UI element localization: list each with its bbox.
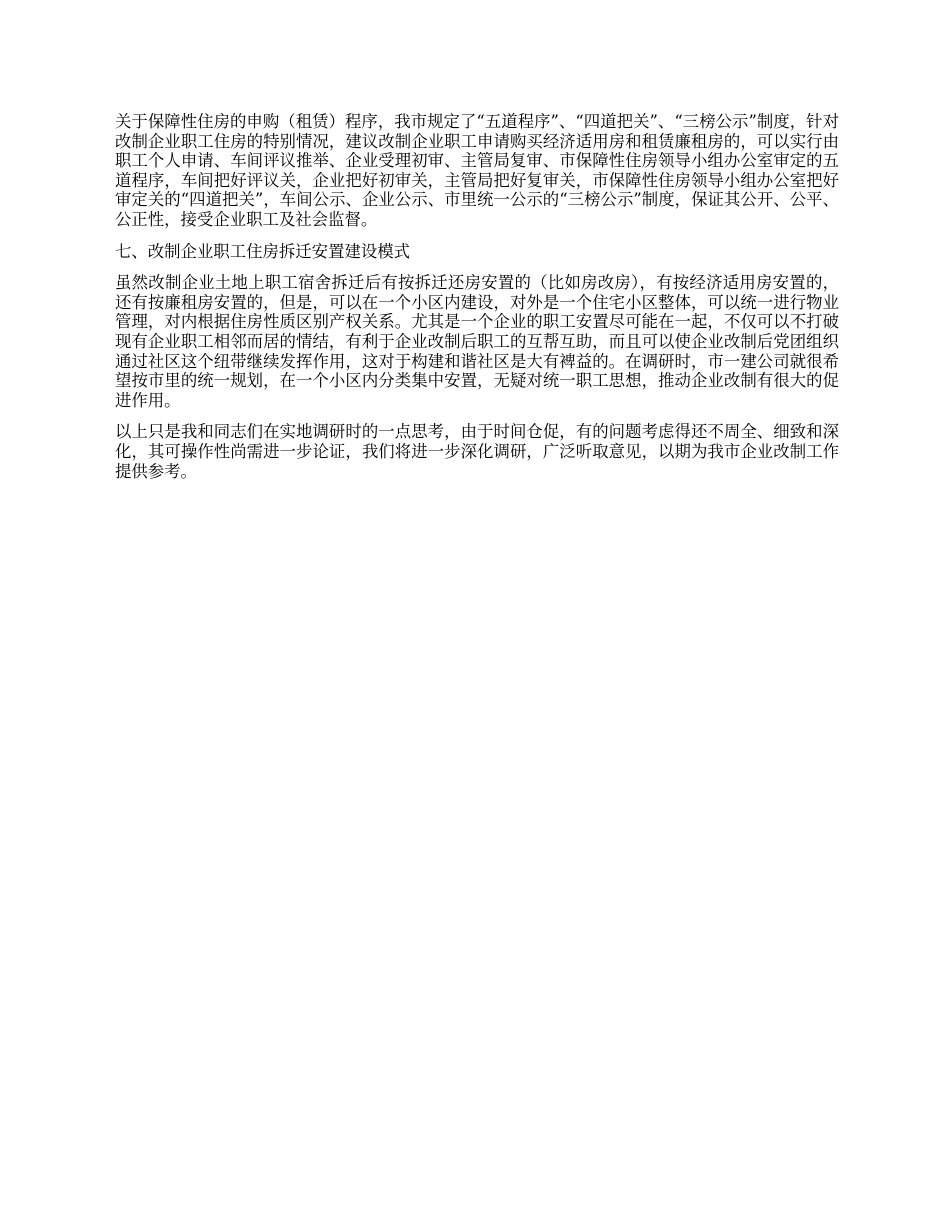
document-body — [115, 112, 839, 493]
paragraph-conclusion: 以上只是我和同志们在实地调研时的一点思考，由于时间仓促，有的问题考虑得还不周全、细致和深化，其可操作性尚需进一步论证，我们将进一步深化调研，广泛听取意见，以期为我市企业改制工作提供参考。 — [115, 422, 839, 481]
paragraph-purchase-procedure: 关于保障性住房的申购（租赁）程序，我市规定了“五道程序”、“四道把关”、“三榜公示”制度，针对改制企业职工住房的特别情况，建议改制企业职工申请购买经济适用房和租赁廉租房的，可以实行由职工个人申请、车间评议推举、企业受理初审、主管局复审、市保障性住房领导小组办公室审定的五道程序，车间把好评议关，企业把好初审关，主管局把好复审关，市保障性住房领导小组办公室把好审定关的“四道把关”，车间公示、企业公示、市里统一公示的“三榜公示”制度，保证其公开、公平、公正性，接受企业职工及社会监督。 — [115, 112, 839, 229]
paragraph-relocation-model: 虽然改制企业土地上职工宿舍拆迁后有按拆迁还房安置的（比如房改房），有按经济适用房安置的，还有按廉租房安置的，但是，可以在一个小区内建设，对外是一个住宅小区整体，可以统一进行物业管理，对内根据住房性质区别产权关系。尤其是一个企业的职工安置尽可能在一起，不仅可以不打破现有企业职工相邻而居的情结，有利于企业改制后职工的互帮互助，而且可以使企业改制后党团组织通过社区这个纽带继续发挥作用，这对于构建和谐社区是大有裨益的。在调研时，市一建公司就很希望按市里的统一规划，在一个小区内分类集中安置，无疑对统一职工思想，推动企业改制有很大的促进作用。 — [115, 273, 839, 410]
section-heading-relocation: 七、改制企业职工住房拆迁安置建设模式 — [115, 241, 411, 261]
